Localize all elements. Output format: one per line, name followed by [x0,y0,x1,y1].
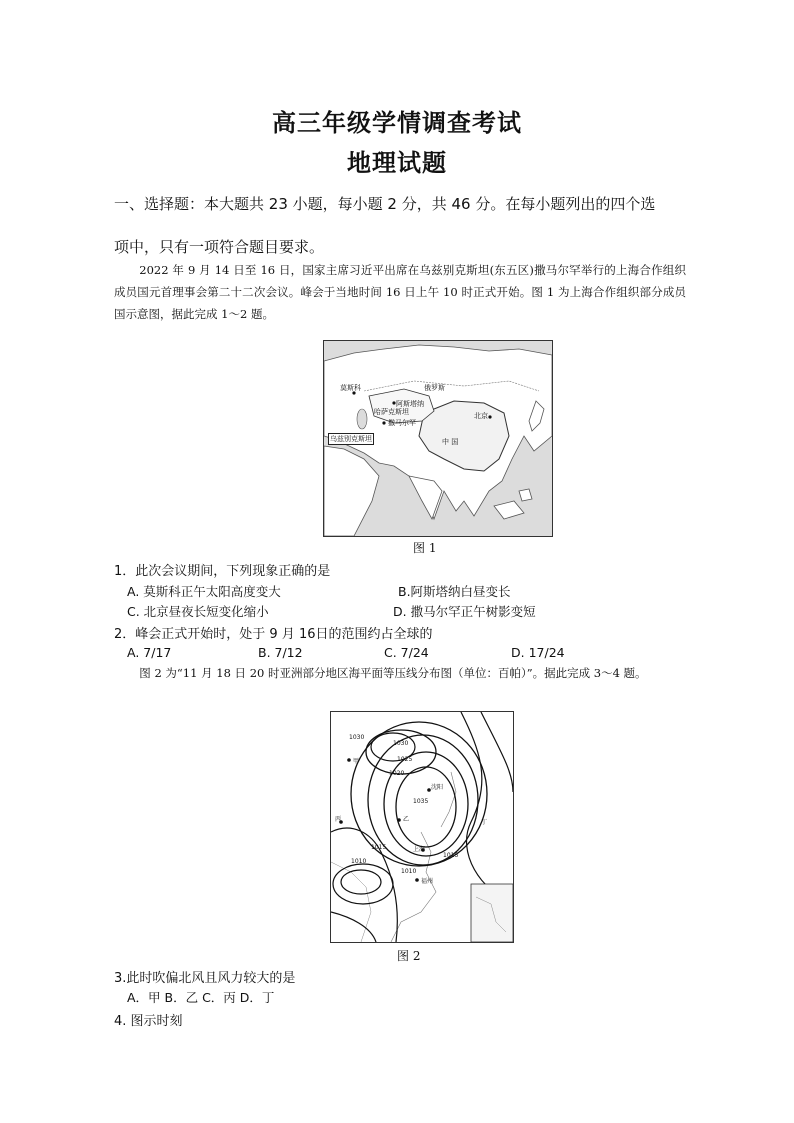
passage-1: 2022 年 9 月 14 日至 16 日，国家主席习近平出席在乌兹别克斯坦(东五区)撒马尔罕举行的上海合作组织成员国元首理事会第二十二次会议。峰会于当地时间 16 日上午 10 时正式开始。图 1 为上海合作组织部分成员国示意图，据此完成 1～2 题。 [114,263,686,321]
figure-1-map [323,340,553,537]
exam-title: 高三年级学情调查考试 [272,108,522,137]
question-1-option-c: C. 北京昼夜长短变化缩小 [127,604,269,619]
place-shenyang: 沈阳 [431,784,444,791]
isobar-label-1015-left: 1015 [371,844,387,851]
question-2-option-a: A. 7/17 [127,645,172,660]
isobar-label-1015-right: 1015 [443,852,459,859]
isobar-label-1020: 1020 [389,770,405,777]
label-samarkand: 撒马尔罕 [388,419,416,427]
label-moscow: 莫斯科 [340,384,361,392]
question-2-option-c: C. 7/24 [384,645,429,660]
figure-2-caption: 图 2 [397,949,421,963]
question-3-options: A．甲 B．乙 C．丙 D．丁 [127,990,275,1005]
label-beijing: 北京 [474,412,488,420]
label-astana: 阿斯塔纳 [396,400,424,408]
label-kazakhstan: 哈萨克斯坦 [374,408,409,416]
exam-subject: 地理试题 [347,148,447,177]
question-1-option-a: A. 莫斯科正午太阳高度变大 [127,584,281,599]
isobar-label-1010-center: 1010 [401,868,417,875]
isobar-graphic [331,712,513,942]
isobar-label-1025: 1025 [397,756,413,763]
isobar-label-1035: 1035 [413,798,429,805]
section-instruction-line1: 一、选择题：本大题共 23 小题，每小题 2 分，共 46 分。在每小题列出的四个选 [114,195,656,213]
question-1-stem: 1．此次会议期间，下列现象正确的是 [114,564,331,579]
question-1-option-d: D. 撒马尔罕正午树影变短 [393,604,536,619]
place-jia: 甲 [353,758,360,765]
place-shanghai: 上海 [413,846,426,853]
isobar-label-1030-top: 1030 [349,734,365,741]
question-1-option-b: B.阿斯塔纳白昼变长 [398,584,511,599]
question-2-option-d: D. 17/24 [511,645,565,660]
question-2-option-b: B. 7/12 [258,645,303,660]
question-2-stem: 2．峰会正式开始时，处于 9 月 16日的范围约占全球的 [114,627,433,642]
figure-1-caption: 图 1 [413,541,437,555]
question-3-stem: 3.此时吹偏北风且风力较大的是 [114,971,296,986]
place-ding: 丁 [481,819,488,826]
place-bing: 丙 [335,816,342,823]
place-yi: 乙 [403,816,410,823]
passage-2: 图 2 为“11 月 18 日 20 时亚洲部分地区海平面等压线分布图（单位：百帕）”。据此完成 3～4 题。 [139,666,647,680]
label-uzbekistan: 乌兹别克斯坦 [330,435,372,443]
isobar-label-1010-left: 1010 [351,858,367,865]
question-4-stem: 4. 图示时刻 [114,1014,183,1029]
isobar-label-1030: 1030 [393,740,409,747]
place-fuzhou: 福州 [421,878,434,885]
label-russia: 俄罗斯 [424,384,445,392]
label-china: 中 国 [442,438,459,446]
figure-2-isobar-map [330,711,514,943]
section-instruction-line2: 项中，只有一项符合题目要求。 [114,238,325,256]
